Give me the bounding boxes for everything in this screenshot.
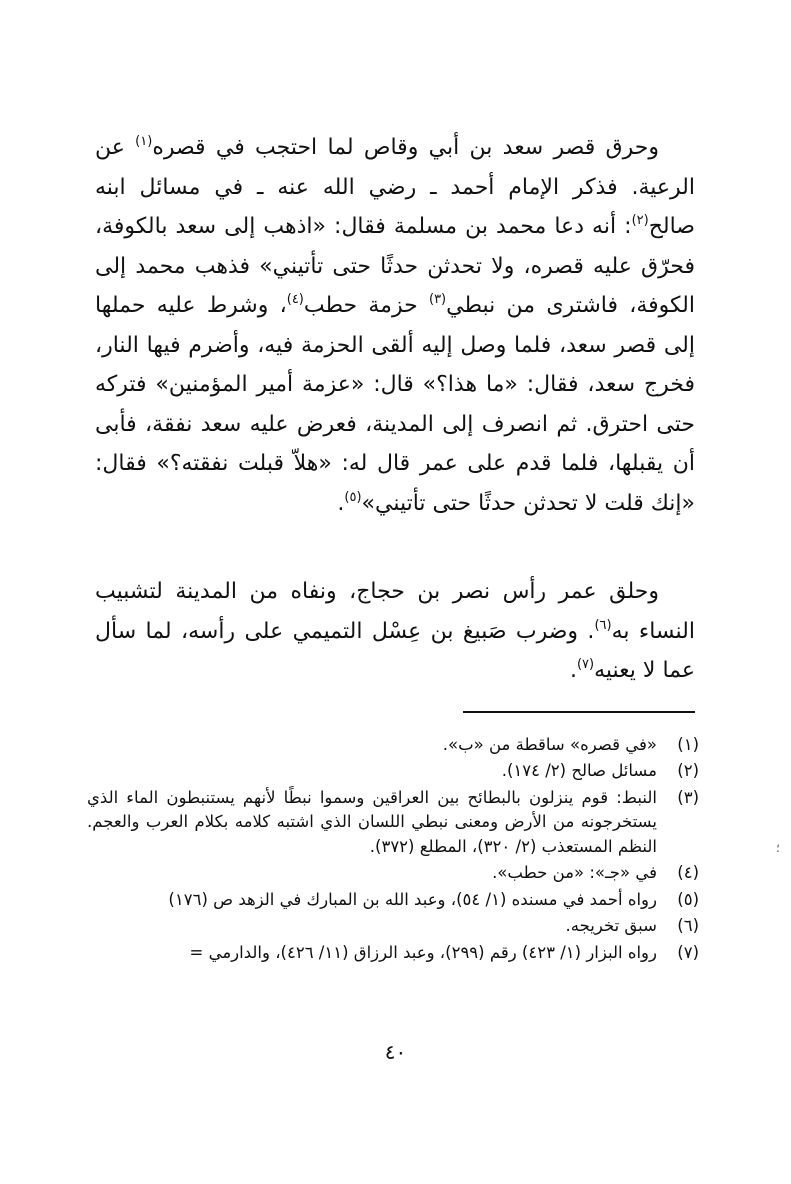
main-text-segment: حزمة حطب [303, 293, 429, 318]
second-text-segment: وحلق عمر رأس نصر بن حجاج، ونفاه من المدينة لتشبيب النساء به [95, 579, 696, 644]
main-text-segment: ، وشرط عليه حملها إلى قصر سعد، فلما وصل إليه ألقى الحزمة فيه، وأضرم فيها النار، فخرج سعد، فقال: «ما هذا؟» قال: «عزمة أمير المؤمنين» فتركه حتى احترق. ثم انصرف إلى المدينة، فعرض عليه سعد نفقة، فأبى أن يقبلها، فلما قدم على عمر قال له: «هلاّ قبلت نفقته؟» فقال: «إنك قلت لا تحدثن حدثًا حتى تأتيني» [95, 293, 695, 516]
second-paragraph-text [95, 572, 695, 691]
footnotes-list [87, 733, 699, 967]
footnote-separator [463, 711, 695, 713]
footnote-reference-7: (٧) [576, 657, 595, 672]
footnote-reference-2: (٢) [631, 213, 649, 228]
footnote-item [87, 786, 699, 859]
footnote-item [87, 861, 699, 885]
footnote-text: رواه أحمد في مسنده (١/ ٥٤)، وعبد الله بن المبارك في الزهد ص (١٧٦) [168, 889, 657, 909]
second-text-segment: . وضرب صَبيغ بن عِسْل التميمي على رأسه، لما سأل عما لا يعنيه [95, 618, 695, 683]
footnote-text: النبط: قوم ينزلون بالبطائح بين العراقين وسموا نبطًا لأنهم يستنبطون الماء الذي يستخرجونه من الأرض ومعنى نبطي اللسان الذي اشتبه كلامه بكلام العرب والعجم. النظم المستعذب (٢/ ٣٢٠)، المطلع (٣٧٢). [87, 787, 657, 856]
main-text-segment: : أنه دعا محمد بن مسلمة فقال: «اذهب إلى سعد بالكوفة، فحرّق عليه قصره، ولا تحدثن حدثًا حتى تأتيني» فذهب محمد إلى الكوفة، فاشترى من نبطي [95, 214, 695, 318]
footnote-item [87, 888, 699, 912]
main-text-segment: وحرق قصر سعد بن أبي وقاص لما احتجب في قصره [152, 135, 659, 160]
footnote-reference-3: (٣) [428, 292, 447, 307]
footnote-text: في «جـ»: «من حطب». [492, 863, 657, 883]
footnote-number: (٦) [677, 916, 699, 936]
footnote-number: (٤) [677, 863, 699, 883]
footnote-number: (١) [677, 735, 699, 754]
footnote-text: «في قصره» ساقطة من «ب». [442, 735, 657, 754]
footnote-reference-6: (٦) [594, 617, 612, 633]
main-text-segment: . [337, 490, 345, 516]
footnote-number: (٣) [677, 787, 699, 807]
footnote-reference-1: (١) [135, 134, 153, 149]
second-text-segment: . [569, 658, 577, 683]
main-paragraph [95, 128, 695, 523]
footnote-item [87, 733, 699, 757]
second-paragraph [95, 572, 695, 691]
footnote-text: مسائل صالح (٢/ ١٧٤). [501, 761, 657, 781]
footnote-text: سبق تخريجه. [565, 916, 657, 936]
main-paragraph-text [95, 128, 695, 523]
footnote-number: (٥) [677, 889, 699, 909]
footnote-reference-4: (٤) [286, 292, 304, 307]
page-number: ٤٠ [384, 1040, 407, 1064]
footnote-number: (٧) [677, 942, 699, 962]
footnote-item [87, 914, 699, 938]
footnote-item [87, 941, 699, 965]
footnote-number: (٢) [677, 761, 699, 781]
margin-mark: ؛ [776, 841, 780, 855]
footnote-reference-5: (٥) [344, 489, 362, 505]
main-text-segment: عن الرعية. فذكر الإمام أحمد ـ رضي الله عنه ـ في مسائل ابنه صالح [95, 135, 695, 239]
footnote-text: رواه البزار (١/ ٤٢٣) رقم (٢٩٩)، وعبد الرزاق (١١/ ٤٢٦)، والدارمي = [189, 942, 657, 962]
footnote-item [87, 759, 699, 783]
